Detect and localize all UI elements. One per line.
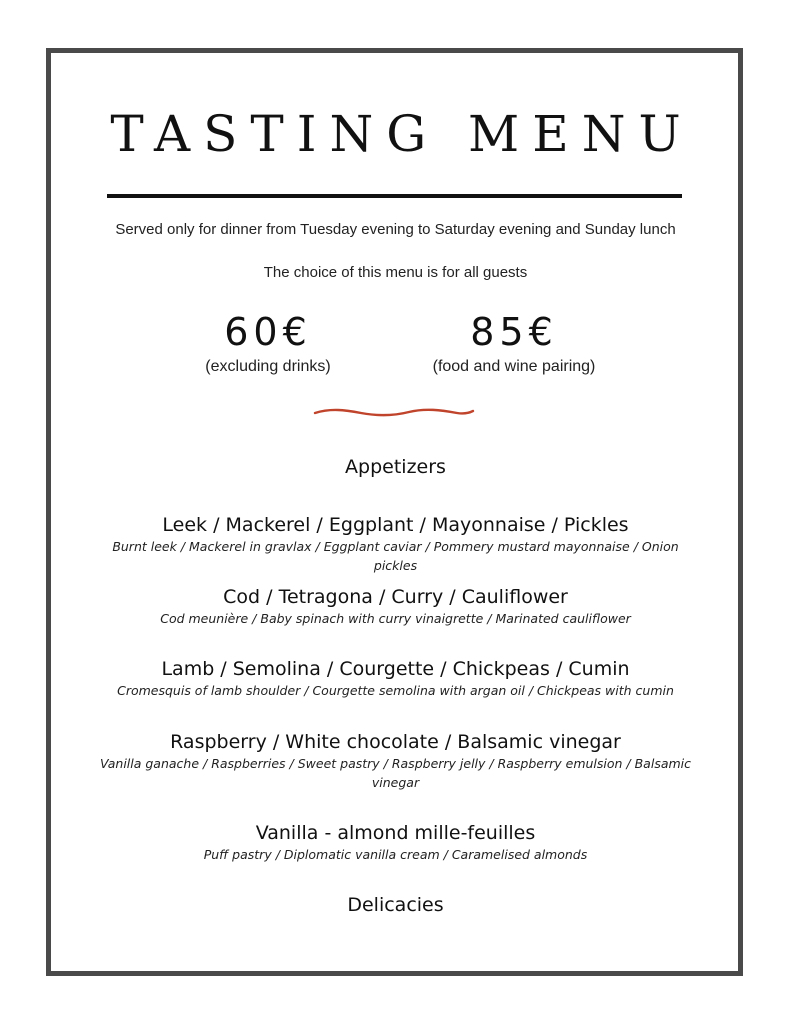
price-block-pairing xyxy=(394,310,634,378)
dish-title: Vanilla - almond mille-feuilles xyxy=(255,822,536,844)
section-heading-delicacies: Delicacies xyxy=(347,894,444,916)
dish-description: Cod meunière / Baby spinach with curry vinaigrette / Marinated cauliflower xyxy=(160,611,631,626)
dish-item xyxy=(95,513,696,575)
dish-description: Vanilla ganache / Raspberries / Sweet pastry / Raspberry jelly / Raspberry emulsion / Balsamic vinegar xyxy=(99,756,692,790)
menu-title: TASTING MENU xyxy=(110,105,694,163)
dish-title: Raspberry / White chocolate / Balsamic vinegar xyxy=(170,731,621,753)
section-heading-appetizers: Appetizers xyxy=(345,456,446,478)
dish-description: Burnt leek / Mackerel in gravlax / Eggplant caviar / Pommery mustard mayonnaise / Onion pickles xyxy=(112,539,679,573)
served-note: Served only for dinner from Tuesday evening to Saturday evening and Sunday lunch xyxy=(115,221,676,238)
price-block-standard xyxy=(148,310,388,378)
dish-title: Leek / Mackerel / Eggplant / Mayonnaise / Pickles xyxy=(162,514,629,536)
dish-title: Lamb / Semolina / Courgette / Chickpeas / Cumin xyxy=(161,658,630,680)
choice-note: The choice of this menu is for all guests xyxy=(263,264,528,281)
dish-title: Cod / Tetragona / Curry / Cauliflower xyxy=(223,586,568,608)
price-note: (food and wine pairing) xyxy=(432,358,596,375)
dish-item xyxy=(95,821,696,864)
price-amount: 60€ xyxy=(224,310,312,354)
price-amount: 85€ xyxy=(470,310,558,354)
price-note: (excluding drinks) xyxy=(205,358,331,375)
title-divider xyxy=(107,194,682,198)
dish-item xyxy=(95,585,696,628)
squiggle-ornament xyxy=(313,404,475,424)
dish-description: Cromesquis of lamb shoulder / Courgette semolina with argan oil / Chickpeas with cumin xyxy=(117,683,674,698)
dish-item xyxy=(95,657,696,700)
dish-description: Puff pastry / Diplomatic vanilla cream / Caramelised almonds xyxy=(203,847,588,862)
dish-item xyxy=(95,730,696,792)
